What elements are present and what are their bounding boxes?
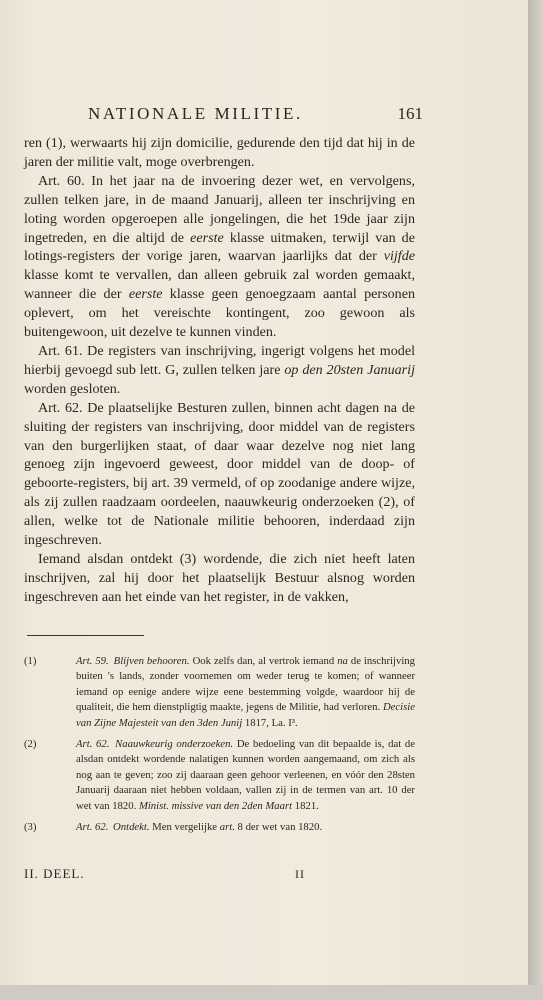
italic-text: Minist. missive van den 2den Maart xyxy=(138,799,293,812)
page-number: 161 xyxy=(397,104,423,123)
text-run: Art. 60. In het jaar na de invoering dezer wet, en vervolgens, zullen telken jare, in de maand Januarij, alleen ter inschrijving en loting worden opgeroepen alle jongelingen, die het 19de jaar zijn ingetreden, en die altijd de xyxy=(24,172,415,246)
footnote-reference: Art. 62. xyxy=(76,738,110,751)
footnote-reference: Art. 62. xyxy=(76,821,109,834)
text-run: klasse uitmaken, terwijl van de lotings-registers der vorige jaren, waarvan jaarlijks dat der xyxy=(24,229,415,265)
footnotes xyxy=(24,654,415,841)
italic-text: Decisie van Zijne Majesteit van den 3den Junij xyxy=(76,701,415,729)
page-edge-bottom xyxy=(0,985,543,1000)
text-run: ren (1), werwaarts hij zijn domicilie, gedurende den tijd dat hij in de jaren der militie valt, moge overbrengen. xyxy=(24,135,415,170)
footnote-body xyxy=(76,655,415,729)
paragraph-iemand xyxy=(24,550,415,607)
footnote-mark: (2) xyxy=(24,738,37,751)
text-run: 8 der wet van 1820. xyxy=(234,821,323,834)
running-head-title: NATIONALE MILITIE. xyxy=(88,104,303,123)
italic-text: op den 20sten Januarij xyxy=(284,361,415,378)
footnote-2 xyxy=(24,737,415,814)
paragraph-continuation xyxy=(24,134,415,172)
italic-text: Blijven behooren. xyxy=(113,655,190,667)
paragraph-art-60 xyxy=(24,172,415,342)
paragraph-art-61 xyxy=(24,342,415,399)
italic-text: Naauwkeurig onderzoeken. xyxy=(115,738,234,751)
paragraph-art-62 xyxy=(24,399,415,550)
footnote-body xyxy=(76,821,322,833)
text-run: 1817, La. I³. xyxy=(242,716,298,729)
footnote-divider xyxy=(27,635,144,636)
text-run: 1821. xyxy=(292,799,319,812)
text-run: Art. 62. De plaatselijke Besturen zullen, binnen acht dagen na de sluiting der registers van inschrijving, door middel van de registers van den burgerlijken staat, of daar waar dezelve nog niet lang genoeg zijn ingevoerd geweest, door middel van de doop- of geboorte-registers, bij art. 39 vermeld, of op zoodanige andere wijze, als zij zullen raadzaam oordeelen, naauwkeurig onderzoeken (2), of allen, welke tot de Nationale militie behooren, inderdaad zijn ingeschreven. xyxy=(24,399,415,549)
main-text xyxy=(24,134,415,607)
text-run: Art. 61. De registers van inschrijving, ingerigt volgens het model hierbij gevoegd sub lett. G, zullen telken jare xyxy=(24,342,415,378)
text-run: Ook zelfs dan, al vertrok iemand xyxy=(189,655,338,667)
footnote-3 xyxy=(24,820,415,835)
italic-text: na xyxy=(337,655,348,667)
volume-label: II. DEEL. xyxy=(24,866,85,881)
footnote-reference: Art. 59. xyxy=(76,655,109,667)
footnote-1 xyxy=(24,654,415,731)
text-run: Men vergelijke xyxy=(149,821,220,834)
italic-text: Ontdekt. xyxy=(113,821,150,834)
text-run: De bedoeling van dit bepaalde is, dat de alsdan ontdekt wordende nalatigen kunnen worden aangemaand, om zich als nog aan te geven; zoo zij daaraan geen gehoor verleenen, en vóór den 28sten Januarij daaraan niet hebben voldaan, vallen zij in de termen van art. 10 der wet van 1820. xyxy=(76,738,415,812)
footnote-mark: (3) xyxy=(24,821,37,834)
footnote-mark: (1) xyxy=(24,655,37,667)
italic-text: eerste xyxy=(128,286,163,303)
italic-text: vijfde xyxy=(383,248,415,265)
text-run: de inschrijving buiten 's lands, zonder voornemen om weder terug te komen; of wanneer iemand op eenige andere wijze eene bestemming volgde, waardoor hij de qualiteit, die hem dienstpligtig maakte, jegens de Militie, had verloren. xyxy=(76,655,415,714)
italic-text: eerste xyxy=(190,229,224,246)
text-run: klasse komt te vervallen, dan alleen gebruik zal worden gemaakt, wanneer die der xyxy=(24,267,415,303)
footnote-body xyxy=(76,738,415,812)
page-edge-right xyxy=(528,0,543,1000)
signature-mark: II xyxy=(295,867,305,881)
text-run: klasse geen genoegzaam aantal personen oplevert, om het vereischte kontingent, zoo gewoon als buitengewoon, uit dezelve te kunnen vinden. xyxy=(24,286,415,341)
text-run: Iemand alsdan ontdekt (3) wordende, die zich niet heeft laten inschrijven, zal hij door het plaatselijk Bestuur alsnog worden ingeschreven aan het einde van het register, in de vakken, xyxy=(24,550,415,605)
italic-text: art. xyxy=(219,821,235,834)
text-run: worden gesloten. xyxy=(24,380,121,397)
